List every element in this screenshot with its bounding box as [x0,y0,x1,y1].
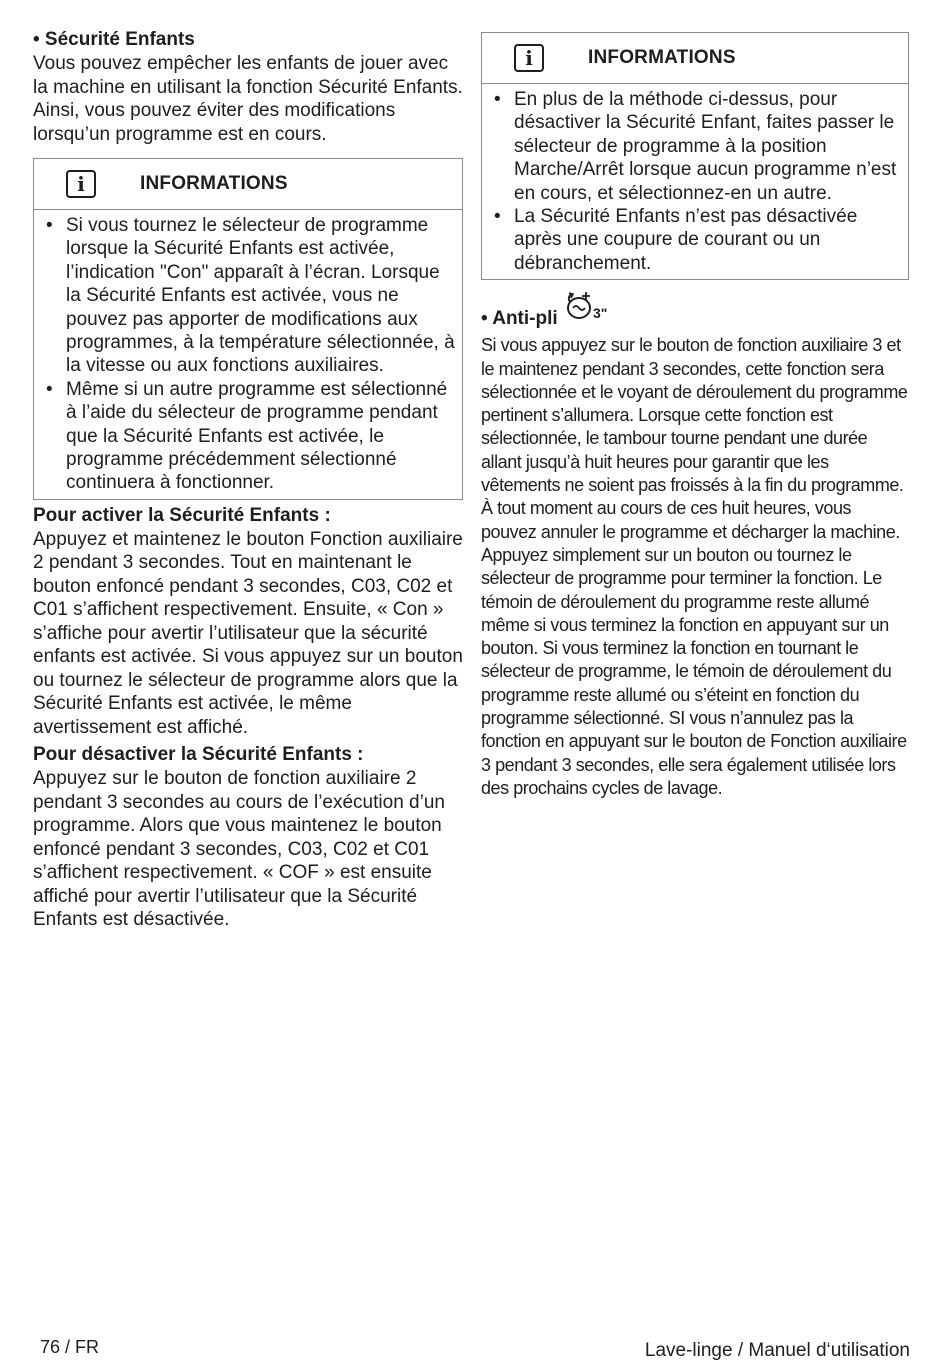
info-box-deactivation [481,32,909,280]
info-list [34,210,462,499]
anti-crease-icon [564,288,616,327]
info-box-title: INFORMATIONS [140,173,288,194]
activate-text: Appuyez et maintenez le bouton Fonction auxiliaire 2 pendant 3 secondes. Tout en maintenant le bouton enfoncé pendant 3 secondes, C03, C02 et C01 s’affichent respectivement. Ensuite, « Con » s’affiche pour avertir l’utilisateur que la sécurité enfants est activée. Si vous appuyez sur un bouton ou tournez le sélecteur de programme alors que la Sécurité Enfants est activée, le même avertissement est affiché. [33,528,463,738]
child-lock-intro: Vous pouvez empêcher les enfants de jouer avec la machine en utilisant la fonction Sécurité Enfants. Ainsi, vous pouvez éviter des modifications lorsqu’un programme est en cours. [33,53,463,145]
info-icon: i [66,170,96,198]
right-column [481,6,909,800]
info-list-item: • La Sécurité Enfants n’est pas désactivée après une coupure de courant ou un débranchement. [514,205,902,275]
info-list-item: • Même si un autre programme est sélectionné à l’aide du sélecteur de programme pendant que la Sécurité Enfants est activée, le programme précédemment sélectionné continuera à fonctionner. [66,378,456,495]
info-box-header [34,159,462,210]
section-heading-child-lock: • Sécurité Enfants [33,29,195,50]
deactivate-heading: Pour désactiver la Sécurité Enfants : [33,744,364,766]
left-column [33,28,463,932]
info-box-title: INFORMATIONS [588,47,736,68]
info-list [482,84,908,279]
anti-crease-icon-label: 3" [592,305,608,322]
deactivate-text: Appuyez sur le bouton de fonction auxiliaire 2 pendant 3 secondes au cours de l’exécution d’un programme. Alors que vous maintenez le bouton enfoncé pendant 3 secondes, C03, C02 et C01 s’affichent respectivement. « COF » est ensuite affiché pour avertir l’utilisateur que la Sécurité Enfants est désactivée. [33,768,445,931]
anti-crease-heading: • Anti-pli [481,308,558,330]
info-box-header [482,33,908,84]
info-list-item: • Si vous tournez le sélecteur de programme lorsque la Sécurité Enfants est activée, l’indication "Con" apparaît à l’écran. Lorsque la Sécurité Enfants est activée, vous ne pouvez pas apporter de modifications aux programmes, à la température sélectionnée, à la vitesse ou aux fonctions auxiliaires. [66,214,456,378]
anti-crease-heading-row [481,292,909,331]
anti-crease-text: Si vous appuyez sur le bouton de fonction auxiliaire 3 et le maintenez pendant 3 secondes, cette fonction sera sélectionnée et le voyant de déroulement du programme pertinent s’allumera. Lorsque cette fonction est sélectionnée, le tambour tourne pendant une durée allant jusqu’à huit heures pour garantir que les vêtements ne soient pas froissés à la fin du programme. À tout moment au cours de ces huit heures, vous pouvez annuler le programme et décharger la machine. Appuyez simplement sur un bouton ou tournez le sélecteur de programme pour terminer la fonction. Le témoin de déroulement du programme reste allumé même si vous terminez la fonction en appuyant sur un bouton. Si vous terminez la fonction en tournant le sélecteur de programme, le témoin de déroulement du programme reste allumé ou s’éteint en fonction du programme sélectionné. SI vous n’annulez pas la fonction en appuyant sur le bouton de Fonction auxiliaire 3 pendant 3 secondes, elle sera également utilisée lors des prochains cycles de lavage. [481,335,908,798]
footer-title: Lave-linge / Manuel d‘utilisation [644,1340,910,1361]
info-list-item: • En plus de la méthode ci-dessus, pour désactiver la Sécurité Enfant, faites passer le sélecteur de programme à la position Marche/Arrêt lorsque aucun programme n’est en cours, et sélectionnez-en un autre. [514,88,902,205]
page-number: 76 / FR [40,1337,100,1357]
info-box-child-lock [33,158,463,500]
info-icon: i [514,44,544,72]
activate-heading: Pour activer la Sécurité Enfants : [33,504,331,526]
